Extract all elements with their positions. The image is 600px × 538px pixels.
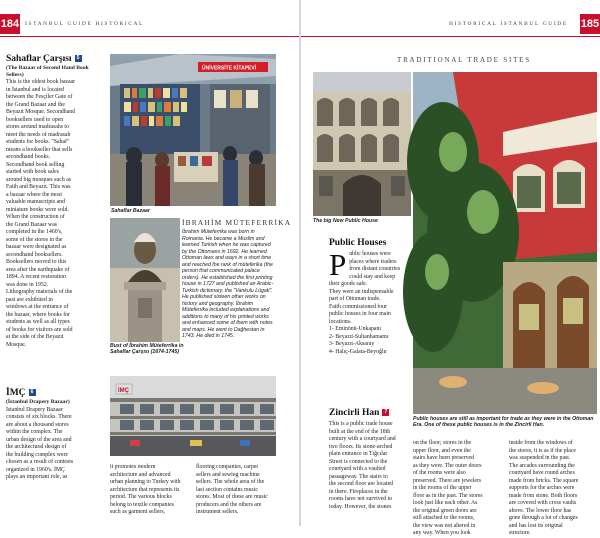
- imc-body: [6, 407, 106, 482]
- text-line: consists of six blocks. There: [6, 414, 72, 421]
- text-line: made from bricks. The square: [509, 477, 579, 484]
- text-line: the second floor are located: [329, 481, 394, 487]
- text-line: 2- Beyazıt-Sultanhamamı: [329, 333, 389, 340]
- text-line: the building complex were: [6, 451, 68, 458]
- text-line: in there. Fireplaces in the: [329, 488, 388, 495]
- text-line: Fatih and Beyazıt. This was: [6, 184, 71, 191]
- text-line: İstanbul Drapery Bazaar: [6, 406, 63, 413]
- imc-building-illustration: [110, 376, 276, 456]
- text-line: sellers. The whole area of the: [196, 479, 265, 485]
- text-line: students as well as all types: [6, 319, 70, 326]
- section-head: TRADITIONAL TRADE SITES: [397, 56, 531, 64]
- map-number-badge: 5: [75, 55, 82, 62]
- text-line: at the side of the Beyazıt: [6, 334, 64, 341]
- text-line: meet the needs of madrasah: [6, 131, 71, 138]
- text-line: Romania. He became a Muslim and: [182, 235, 265, 242]
- text-line: miniature books were sold.: [6, 206, 69, 213]
- text-line: the architectural design of: [6, 444, 67, 451]
- text-line: windows at the entrance of: [6, 304, 69, 311]
- text-line: the bazaar, where books for: [6, 311, 70, 318]
- text-line: Beyazıt Mosque. Secondhand: [6, 109, 76, 116]
- text-line: history and geography. İbrahim: [182, 300, 254, 307]
- text-line: orders). He established the first printing: [182, 274, 273, 281]
- text-line: stores around madrasahs to: [6, 124, 69, 131]
- text-line: some of the stores in the: [6, 236, 63, 243]
- drop-cap: P: [329, 247, 347, 282]
- text-line: ublic houses were: [349, 251, 391, 257]
- section-title: [6, 54, 106, 64]
- text-line: Lithography materials of the: [6, 289, 73, 296]
- zincirli-title: Zincirli Han: [329, 408, 380, 418]
- text-line: completed in the 1460's,: [6, 229, 63, 236]
- text-line: the Grand Bazaar and the: [6, 101, 65, 108]
- text-line: learned Turkish when he was captured: [182, 242, 271, 248]
- text-line: belong to textile companies: [110, 501, 174, 508]
- text-line: This is a public trade house: [329, 421, 393, 427]
- text-line: rooms have not survived to: [329, 496, 393, 502]
- public-houses-section: [329, 238, 411, 356]
- text-line: made from stone. Both floors: [509, 492, 578, 499]
- text-line: Müteferrika included explanations and: [182, 307, 270, 313]
- text-line: 3- Beyazıt-Aksaray: [329, 341, 375, 347]
- imc-body-continued-1: [110, 464, 188, 517]
- text-line: urban design of the area and: [6, 436, 72, 443]
- bust-illustration: [110, 218, 180, 342]
- text-line: When the construction of: [6, 214, 65, 221]
- text-line: valuable manuscripts and: [6, 199, 65, 206]
- text-line: past are exhibited in: [6, 296, 53, 303]
- text-line: flooring companies, carpet: [196, 464, 258, 470]
- box-body: [182, 229, 294, 340]
- text-line: 1894. A recent restoration: [6, 274, 66, 281]
- text-line: and has lost its original: [509, 522, 563, 529]
- text-line: and reached the rank of müteferika (the: [182, 261, 273, 268]
- text-line: by the Ottomans in 1692. He learned: [182, 248, 267, 255]
- header-rule-left: [0, 36, 299, 37]
- text-line: plain entrance in Tığcılar: [329, 451, 388, 457]
- text-line: This is the oldest book bazaar: [6, 79, 76, 86]
- imc-section: [6, 388, 106, 482]
- text-line: around big mosques such as: [6, 176, 72, 183]
- text-line: 4- Halıç-Galata-Beyoğlu: [329, 348, 387, 355]
- text-line: courtyard with a vaulted: [329, 466, 386, 472]
- text-line: built at the end of the 18th: [329, 428, 391, 435]
- text-line: was suspended in the past.: [509, 455, 571, 461]
- han-photo-caption: The big New Public House: [313, 218, 378, 224]
- text-line: on the floor; stores in the: [413, 440, 472, 446]
- text-line: still attached to the rooms,: [413, 515, 475, 521]
- bust-photo: [110, 218, 180, 342]
- text-line: and enhanced some of them with notes: [182, 320, 273, 326]
- public-houses-body: [329, 247, 411, 356]
- text-line: secondhand books.: [6, 154, 51, 161]
- text-line: the stores, it is as if the place: [509, 447, 576, 454]
- text-line: last section contains music: [196, 486, 258, 493]
- text-line: two floors. Its stone-arched: [329, 443, 393, 450]
- section-title: [329, 408, 419, 418]
- text-line: inside from the windows of: [509, 440, 573, 446]
- text-line: stairs have been preserved: [413, 455, 475, 461]
- text-line: as they were. The outer doors: [413, 462, 482, 469]
- text-line: 1743. He died in 1745.: [182, 333, 235, 339]
- text-line: 1- Eminönü-Unkapanı: [329, 326, 381, 332]
- text-line: look just like each other. As: [413, 500, 478, 506]
- text-line: They were an indispensable: [329, 288, 394, 295]
- text-line: urban planning to Turkey with: [110, 479, 181, 485]
- sahaflar-body: [6, 79, 106, 349]
- text-line: and maps. He went to Dağhestan in: [182, 326, 265, 333]
- text-line: floor as in the past. The stores: [413, 492, 483, 499]
- sahaflar-section: [6, 54, 106, 349]
- left-page: [0, 0, 299, 526]
- text-line: bazaar were designated as: [6, 244, 67, 251]
- text-line: organized in 1960's. İMÇ: [6, 466, 65, 473]
- imc-sign-text: İMÇ: [118, 388, 129, 394]
- text-line: century with a courtyard and: [329, 436, 396, 442]
- text-line: courtyard have round arches: [509, 470, 575, 476]
- text-line: The arcades surrounding the: [509, 462, 575, 469]
- text-line: are about a thousand stores: [6, 421, 69, 428]
- text-line: started with book sales: [6, 169, 59, 176]
- ibrahim-muteferrika-box: [182, 218, 294, 340]
- courtyard-photo-caption: Public houses are still as important for trade as they were in the Ottoman Era. One of these public houses is in the Zincirli Han.: [413, 416, 594, 429]
- imc-title: İMÇ: [6, 388, 26, 398]
- running-head-right: HISTORICAL İSTANBUL GUIDE: [449, 21, 568, 27]
- text-line: secondhand booksellers.: [6, 251, 63, 258]
- text-line: booksellers used to open: [6, 116, 64, 123]
- bust-photo-caption: Bust of İbrahim Müteferrika in Sahaflar Çarşısı (1674-1745): [110, 343, 184, 356]
- text-line: students for books. "Sahaf": [6, 139, 70, 146]
- text-line: İbrahim Müteferrika was born in: [182, 229, 255, 235]
- page-number-right: 185: [580, 14, 600, 34]
- text-line: above. The lower floor has: [509, 507, 572, 514]
- text-line: within the complex. The: [6, 429, 63, 436]
- text-line: sellers and sewing machine: [196, 471, 260, 478]
- text-line: are covered with cross vaults: [509, 500, 577, 506]
- text-line: period. The various blocks: [110, 494, 172, 500]
- zincirli-body-col2: [413, 440, 501, 538]
- zincirli-han-section: [329, 408, 419, 511]
- text-line: plays an important role, as: [6, 474, 68, 481]
- text-line: Secondhand book selling: [6, 161, 65, 168]
- text-line: house in 1727 and published an Arabic-: [182, 281, 274, 287]
- public-houses-title: Public Houses: [329, 238, 387, 248]
- text-line: public houses in four main: [329, 311, 391, 317]
- text-line: of the rooms were also: [413, 470, 466, 476]
- text-line: Mosque.: [6, 341, 27, 348]
- sahaflar-title: Sahaflar Çarşısı: [6, 54, 72, 64]
- text-line: Street is connected to the: [329, 458, 388, 465]
- text-line: their goods safe.: [329, 281, 368, 287]
- courtyard-illustration: [413, 72, 597, 414]
- text-line: in İstanbul and is located: [6, 86, 64, 93]
- text-line: stores. Most of these are music: [196, 494, 268, 500]
- text-line: it promotes modern: [110, 464, 156, 470]
- text-line: Booksellers moved to this: [6, 259, 67, 266]
- section-subtitle: (The Bazaar of Second Hand Book Sellers): [6, 65, 89, 78]
- text-line: of books for visitors are sold: [6, 326, 73, 333]
- page-number-left: 184: [0, 14, 20, 34]
- text-line: between the Fesçiler Gate of: [6, 94, 73, 101]
- map-number-badge: 7: [382, 409, 389, 416]
- text-line: Ottoman laws and ways in a short time: [182, 255, 272, 261]
- map-number-badge: 6: [29, 389, 36, 396]
- text-line: Faith commissioned four: [329, 303, 387, 310]
- section-subtitle: (İstanbul Drapery Bazaar): [6, 399, 70, 405]
- text-line: was done in 1952.: [6, 281, 49, 288]
- running-head-left: ISTANBUL GUIDE HISTORICAL: [25, 21, 145, 27]
- text-line: such as garment sellers,: [110, 509, 166, 515]
- text-line: He published sixteen other works on: [182, 294, 266, 300]
- text-line: supports for the arches were: [509, 485, 575, 491]
- text-line: upper floor, and even the: [413, 447, 471, 454]
- text-line: Turkish dictionary, the "Vankulu Lügati".: [182, 287, 273, 294]
- text-line: producers and the others are: [196, 501, 262, 508]
- text-line: from distant countries: [349, 266, 401, 272]
- han-building-illustration: [313, 72, 411, 216]
- header-rule-right: [301, 36, 600, 37]
- text-line: part of Ottoman trade.: [329, 296, 381, 302]
- text-line: the original green doors are: [413, 507, 477, 514]
- text-line: the Grand Bazaar was: [6, 221, 58, 228]
- text-line: could stay and keep: [349, 273, 396, 280]
- zincirli-body-col3: [509, 440, 599, 538]
- text-line: in the rooms of the upper: [413, 485, 472, 491]
- text-line: additions to many of his printed works: [182, 313, 269, 320]
- imc-body-continued-2: [196, 464, 294, 517]
- text-line: locations.: [329, 318, 352, 325]
- text-line: passageway. The stairs to: [329, 473, 388, 480]
- text-line: any way. When you look: [413, 530, 471, 536]
- text-line: today. However, the stones: [329, 503, 392, 510]
- new-public-house-photo: [313, 72, 411, 216]
- text-line: architecture and advanced: [110, 471, 171, 478]
- zincirli-han-courtyard-photo: [413, 72, 597, 414]
- text-line: area after the earthquake of: [6, 266, 70, 273]
- text-line: instrument sellers.: [196, 509, 239, 515]
- text-line: a bazaar where the most: [6, 191, 63, 198]
- text-line: the view was not altered in: [413, 522, 476, 529]
- text-line: places where traders: [349, 258, 397, 265]
- text-line: person that communicated palace: [182, 268, 260, 274]
- text-line: chosen as a result of contests: [6, 459, 74, 466]
- imc-building-photo: [110, 376, 276, 456]
- text-line: means a bookseller that sells: [6, 146, 73, 153]
- sahaflar-bazaar-photo: [110, 54, 276, 206]
- bookstore-sign-text: ÜNİVERSİTE KİTAPEVİ: [202, 65, 257, 72]
- text-line: preserved. There are jewelers: [413, 477, 482, 484]
- text-line: architecture that represents its: [110, 486, 180, 493]
- bazaar-photo-caption: Sahaflar Bazaar: [111, 208, 150, 214]
- box-title: İBRAHİM MÜTEFERRİKA: [182, 218, 292, 227]
- right-page: [301, 0, 600, 536]
- text-line: gone through a lot of changes: [509, 515, 578, 521]
- text-line: structure.: [509, 530, 531, 536]
- section-title: [6, 388, 106, 398]
- bazaar-scene-illustration: [110, 54, 276, 206]
- zincirli-body-col1: [329, 421, 419, 511]
